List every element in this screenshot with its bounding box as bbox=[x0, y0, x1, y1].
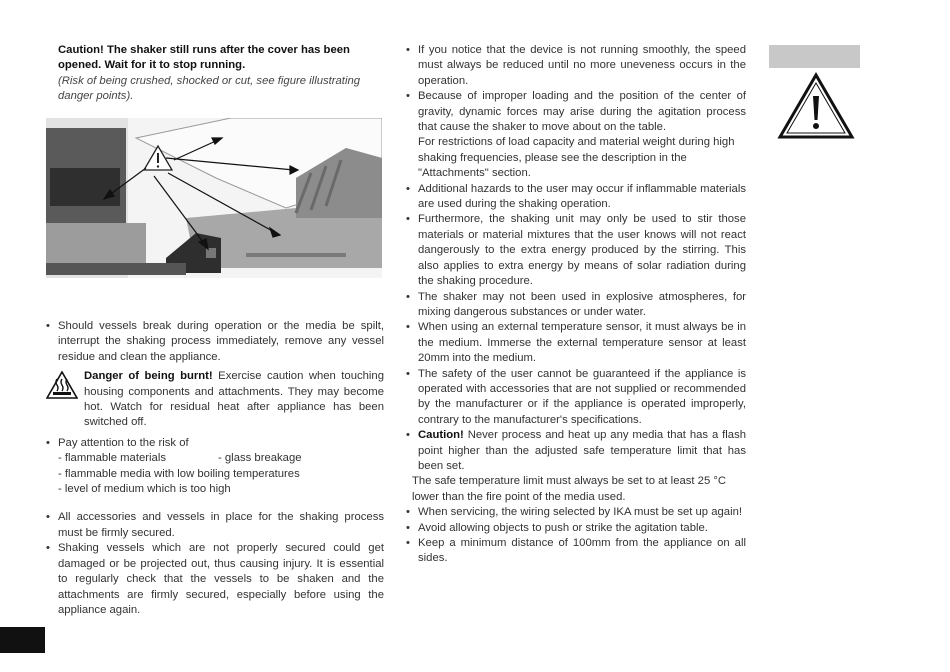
risk-item: - flammable media with low boiling temperatures bbox=[58, 467, 300, 480]
left-column bbox=[46, 43, 384, 105]
right-column bbox=[406, 43, 746, 567]
shaker-danger-points-figure bbox=[46, 118, 382, 278]
shaking-vessels-item: • Shaking vessels which are not properly secured could get damaged or be projected out, thus causing injury. It is essential to regularly check that the vessels to be shaken and the attachments are firmly secured, especially before using the appliance again. bbox=[46, 541, 384, 618]
caution-note: (Risk of being crushed, shocked or cut, see figure illustrating danger points). bbox=[58, 74, 361, 103]
risk-item: - flammable materials bbox=[58, 452, 166, 465]
bullet-explosive: • The shaker may not been used in explosive atmospheres, for mixing dangerous substances or under water. bbox=[406, 290, 746, 321]
caution-label: Caution! bbox=[418, 429, 464, 442]
load-restrictions-note: For restrictions of load capacity and material weight during high shaking frequencies, please see the description in the "Attachments" section. bbox=[418, 136, 735, 180]
bullet-avoid-objects: • Avoid allowing objects to push or strike the agitation table. bbox=[406, 521, 746, 536]
bullet-distance: • Keep a minimum distance of 100mm from the appliance on all sides. bbox=[406, 536, 746, 567]
bullet-flash-point bbox=[406, 428, 746, 474]
left-lower bbox=[46, 319, 384, 618]
vessels-break-item: • Should vessels break during operation or the media be spilt, interrupt the shaking process immediately, remove any vessel residue and clean the appliance. bbox=[46, 319, 384, 365]
burn-warning-body: Exercise caution when touching housing components and attachments. They may become hot. Watch for residual heat after appliance has been switched off. bbox=[84, 370, 385, 429]
bullet-servicing: • When servicing, the wiring selected by IKA must be set up again! bbox=[406, 505, 746, 520]
burn-warning bbox=[46, 369, 384, 431]
burn-warning-text bbox=[84, 369, 384, 431]
warning-triangle-icon bbox=[777, 72, 855, 140]
caution-heading: Caution! The shaker still runs after the cover has been opened. Wait for it to stop running. bbox=[58, 44, 350, 72]
burn-warning-label: Danger of being burnt! bbox=[84, 370, 213, 383]
risk-row-1 bbox=[46, 451, 384, 466]
section-tab bbox=[769, 45, 860, 68]
bullet-accessories-safety: • The safety of the user cannot be guaranteed if the appliance is operated with accessories that are not supplied or recommended by the manufacturer or if the appliance is operated improperly, contrary to the manufacturer's specifications. bbox=[406, 367, 746, 429]
bullet-temp-sensor: • When using an external temperature sensor, it must always be in the medium. Immerse the external temperature sensor at least 20mm into the medium. bbox=[406, 320, 746, 366]
risk-intro: • Pay attention to the risk of bbox=[46, 436, 384, 451]
risk-item: - glass breakage bbox=[218, 452, 302, 465]
page-corner-marker bbox=[0, 627, 45, 653]
bullet-inflammable: • Additional hazards to the user may occur if inflammable materials are used during the shaking operation. bbox=[406, 182, 746, 213]
bullet-smooth-running: • If you notice that the device is not running smoothly, the speed must always be reduced until no more uneveness occurs in the operation. bbox=[406, 43, 746, 89]
accessories-item: • All accessories and vessels in place for the shaking process must be firmly secured. bbox=[46, 510, 384, 541]
bullet-materials: • Furthermore, the shaking unit may only be used to stir those materials or material mixtures that the user knows will not react dangerously to the extra energy produced by the stirring. This also applies to extra energy by means of solar radiation during the shaking procedure. bbox=[406, 212, 746, 289]
bullet-improper-loading: • Because of improper loading and the position of the center of gravity, dynamic forces may arise during the agitation process that cause the shaker to move about on the table. bbox=[406, 89, 746, 135]
hot-surface-icon bbox=[46, 369, 84, 431]
flash-point-text: Never process and heat up any media that has a flash point higher than the adjusted safe temperature limit that has been set. bbox=[418, 429, 746, 472]
risk-item: - level of medium which is too high bbox=[58, 483, 231, 496]
safe-temp-note: The safe temperature limit must always be set to at least 25 °C lower than the fire point of the media used. bbox=[412, 475, 727, 503]
